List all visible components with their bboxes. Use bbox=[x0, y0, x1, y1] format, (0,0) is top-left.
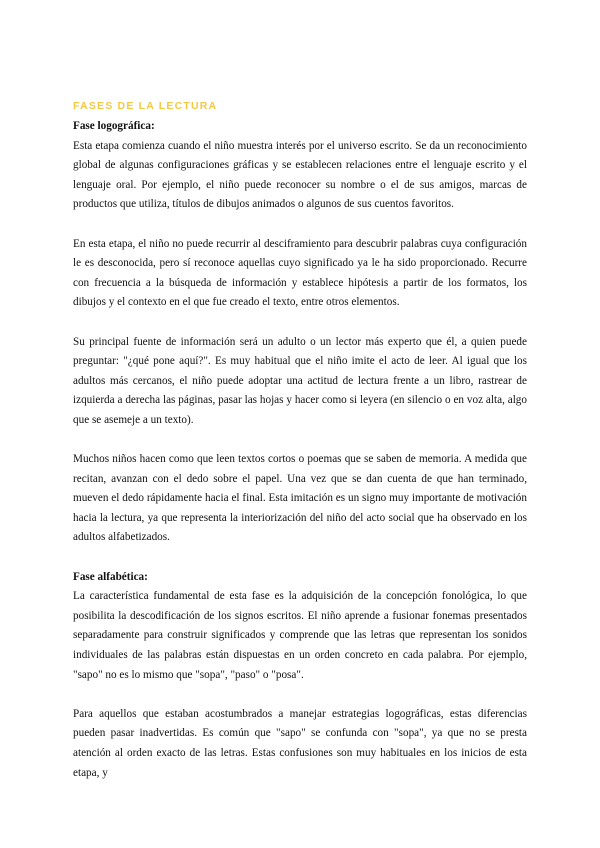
section-title: FASES DE LA LECTURA bbox=[73, 100, 218, 112]
document-body bbox=[73, 98, 527, 783]
phase-heading-alphabetic: Fase alfabética: bbox=[73, 570, 148, 583]
paragraph: En esta etapa, el niño no puede recurrir al desciframiento para descubrir palabras cuya configuración le es desconocida, pero sí reconoce aquellas cuyo significado ya le ha sido proporcionado. Recurre con frecuencia a la búsqueda de información y establece hipótesis a partir de los formatos, los dibujos y el contexto en el que fue creado el texto, entre otros elementos. bbox=[73, 237, 527, 309]
paragraph: Muchos niños hacen como que leen textos cortos o poemas que se saben de memoria. A medida que recitan, avanzan con el dedo sobre el papel. Una vez que se dan cuenta de que han terminado, mueven el dedo rápidamente hacia el final. Esta imitación es un signo muy importante de motivación hacia la lectura, ya que representa la interiorización del niño del acto social que ha observado en los adultos alfabetizados. bbox=[73, 453, 527, 544]
paragraph: La característica fundamental de esta fase es la adquisición de la concepción fonológica, lo que posibilita la descodificación de los signos escritos. El niño aprende a fusionar fonemas presentados separadamente para construir significados y comprende que las letras que representan los sonidos individuales de las palabras están dispuestas en un orden concreto en cada palabra. Por ejemplo, "sapo" no es lo mismo que "sopa", "paso" o "posa". bbox=[73, 590, 527, 681]
paragraph: Su principal fuente de información será un adulto o un lector más experto que él, a quien puede preguntar: "¿qué pone aquí?". Es muy habitual que el niño imite el acto de leer. Al igual que los adultos más cercanos, el niño puede adoptar una actitud de lectura frente a un libro, rastrear de izquierda a derecha las páginas, pasar las hojas y hacer como si leyera (en silencio o en voz alta, algo que se asemeje a un texto). bbox=[73, 335, 527, 426]
paragraph: Esta etapa comienza cuando el niño muestra interés por el universo escrito. Se da un reconocimiento global de algunas configuraciones gráficas y se establecen relaciones entre el lenguaje escrito y el lenguaje oral. Por ejemplo, el niño puede reconocer su nombre o el de sus amigos, marcas de productos que utiliza, títulos de dibujos animados o algunos de sus cuentos favoritos. bbox=[73, 139, 527, 211]
phase-heading-logographic: Fase logográfica: bbox=[73, 120, 155, 132]
paragraph: Para aquellos que estaban acostumbrados a manejar estrategias logográficas, estas diferencias pueden pasar inadvertidas. Es común que "sapo" se confunda con "sopa", ya que no se presta atención al orden exacto de las letras. Estas confusiones son muy habituales en los inicios de esta etapa, y bbox=[73, 707, 527, 779]
